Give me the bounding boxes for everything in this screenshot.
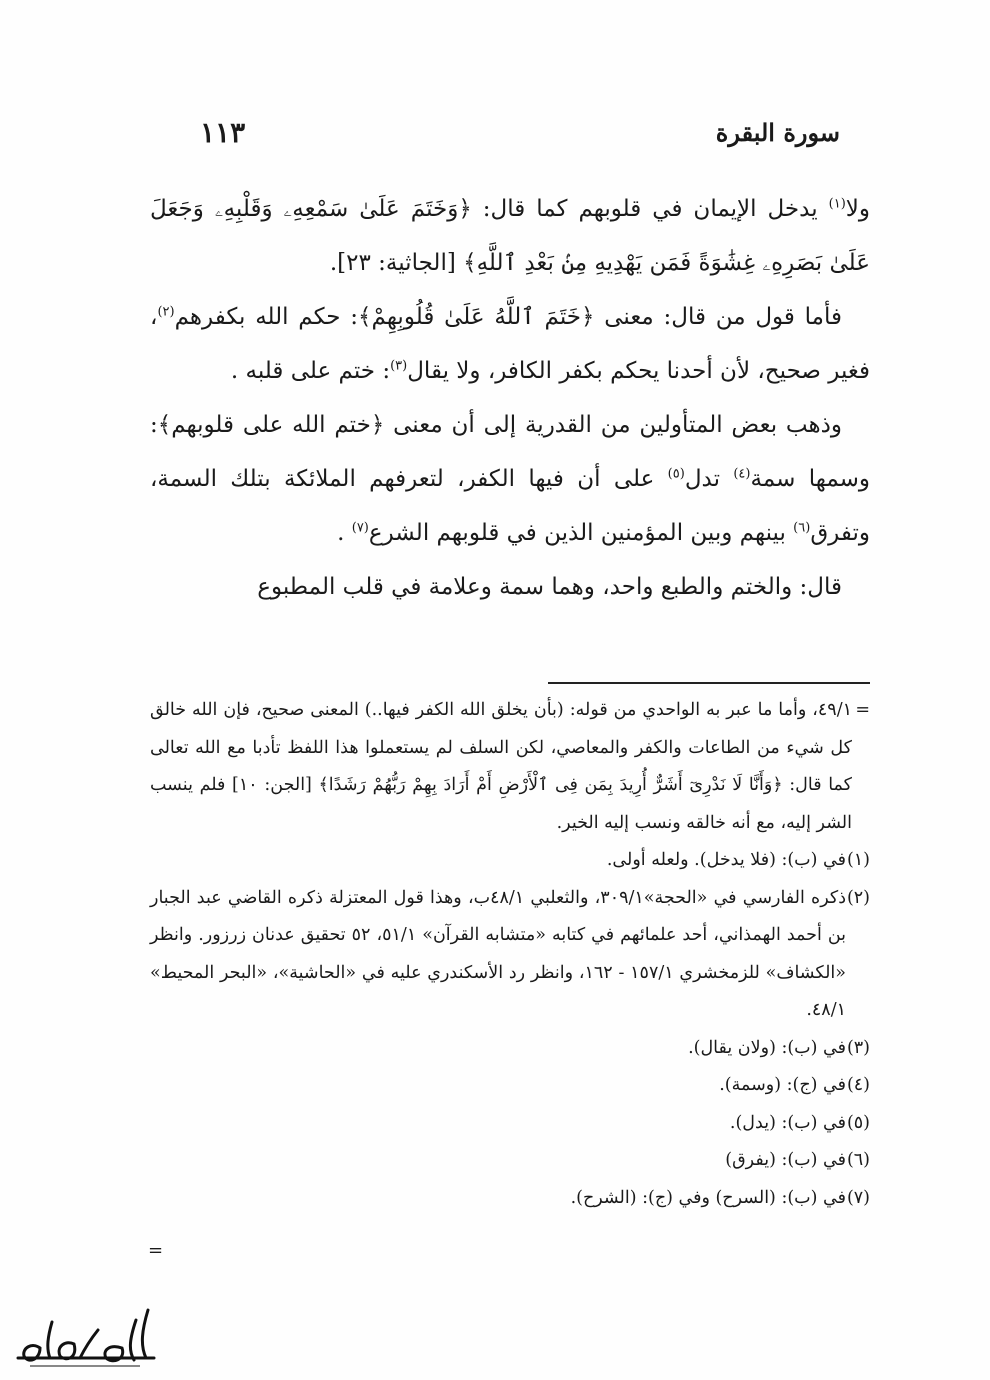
footnote-ref-1[interactable]: (١)	[828, 196, 846, 212]
footnote-ref-3[interactable]: (٣)	[390, 358, 408, 374]
footnotes	[150, 692, 870, 1217]
footnote-6: (٦) في (ب): (يفرق)	[725, 1150, 870, 1170]
footnote-separator	[548, 682, 870, 684]
footnote-ref-5[interactable]: (٥)	[667, 466, 685, 482]
paragraph-1: ولا$^{(١)}$ يدخل الإيمان في قلوبهم كما قال: ﴿وَخَتَمَ عَلَىٰ سَمْعِهِۦ وَقَلْبِهِۦ وَجَعَلَ عَلَىٰ بَصَرِهِۦ غِشَٰوَةً فَمَن يَهْدِيهِ مِنۢ بَعْدِ ٱللَّهِ﴾ [الجاثية: ٢٣].	[150, 196, 870, 276]
footnote-1: (١) في (ب): (فلا يدخل). ولعله أولى.	[606, 850, 870, 870]
footnote-4: (٤) في (ج): (وسمة).	[719, 1075, 870, 1095]
footnote-ref-6[interactable]: (٦)	[793, 520, 811, 536]
footnote-2: (٢) ذكره الفارسي في «الحجة»٣٠٩/١، والثعلبي ٤٨/١ب، وهذا قول المعتزلة ذكره القاضي عبد الجبار بن أحمد الهمذاني، أحد علمائهم في كتابه «متشابه القرآن» ٥١/١، ٥٢ تحقيق عدنان زرزور. وانظر «الكشاف» للزمخشري ١٥٧/١ - ١٦٢، وانظر رد الأسكندري عليه في «الحاشية»، «البحر المحيط» ٤٨/١.	[150, 887, 870, 1020]
footnote-7: (٧) في (ب): (السرح) وفي (ج): (الشرح).	[570, 1187, 870, 1208]
page-header	[200, 118, 840, 150]
footnote-continuation: = ٤٩/١، وأما ما عبر به الواحدي من قوله: (بأن يخلق الله الكفر فيها..) المعنى صحيح، فإن الله خالق كل شيء من الطاعات والكفر والمعاصي، لكن السلف لم يستعملوا هذا اللفظ تأدبا مع الله تعالى كما قال: ﴿وَأَنَّا لَا نَدْرِىٓ أَشَرٌّ أُرِيدَ بِمَن فِى ٱلْأَرْضِ أَمْ أَرَادَ بِهِمْ رَبُّهُمْ رَشَدًا﴾ [الجن: ١٠] فلم ينسب الشر إليه، مع أنه خالقه ونسب إليه الخير.	[150, 692, 870, 842]
footnote-ref-2[interactable]: (٢)	[157, 304, 175, 320]
continuation-mark: =	[855, 700, 870, 720]
footnote-ref-4[interactable]: (٤)	[733, 466, 751, 482]
running-title: سورة البقرة	[715, 118, 840, 147]
paragraph-2: فأما قول من قال: معنى ﴿خَتَمَ ٱللَّهُ عَلَىٰ قُلُوبِهِمْ﴾: حكم الله بكفرهم$^{(٢)}$، فغير صحيح، لأن أحدنا يحكم بكفر الكافر، ولا يقال$^{(٣)}$: ختم على قلبه .	[150, 304, 870, 384]
publisher-logo	[10, 1300, 160, 1372]
page-number: ١١٣	[200, 116, 246, 149]
next-page-continuation-mark: =	[148, 1240, 164, 1261]
footnote-3: (٣) في (ب): (ولان يقال).	[688, 1037, 870, 1058]
main-text	[150, 182, 870, 614]
paragraph-3: وذهب بعض المتأولين من القدرية إلى أن معنى ﴿ختم الله على قلوبهم﴾: وسمها سمة$^{(٤)}$ تدل$^{(٥)}$ على أن فيها الكفر، لتعرفهم الملائكة بتلك السمة، وتفرق$^{(٦)}$ بينهم وبين المؤمنين الذين في قلوبهم الشرع$^{(٧)}$ .	[150, 412, 871, 546]
paragraph-4: قال: والختم والطبع واحد، وهما سمة وعلامة في قلب المطبوع	[257, 574, 842, 600]
footnote-ref-7[interactable]: (٧)	[351, 520, 369, 536]
footnote-5: (٥) في (ب): (يدل).	[729, 1112, 870, 1133]
